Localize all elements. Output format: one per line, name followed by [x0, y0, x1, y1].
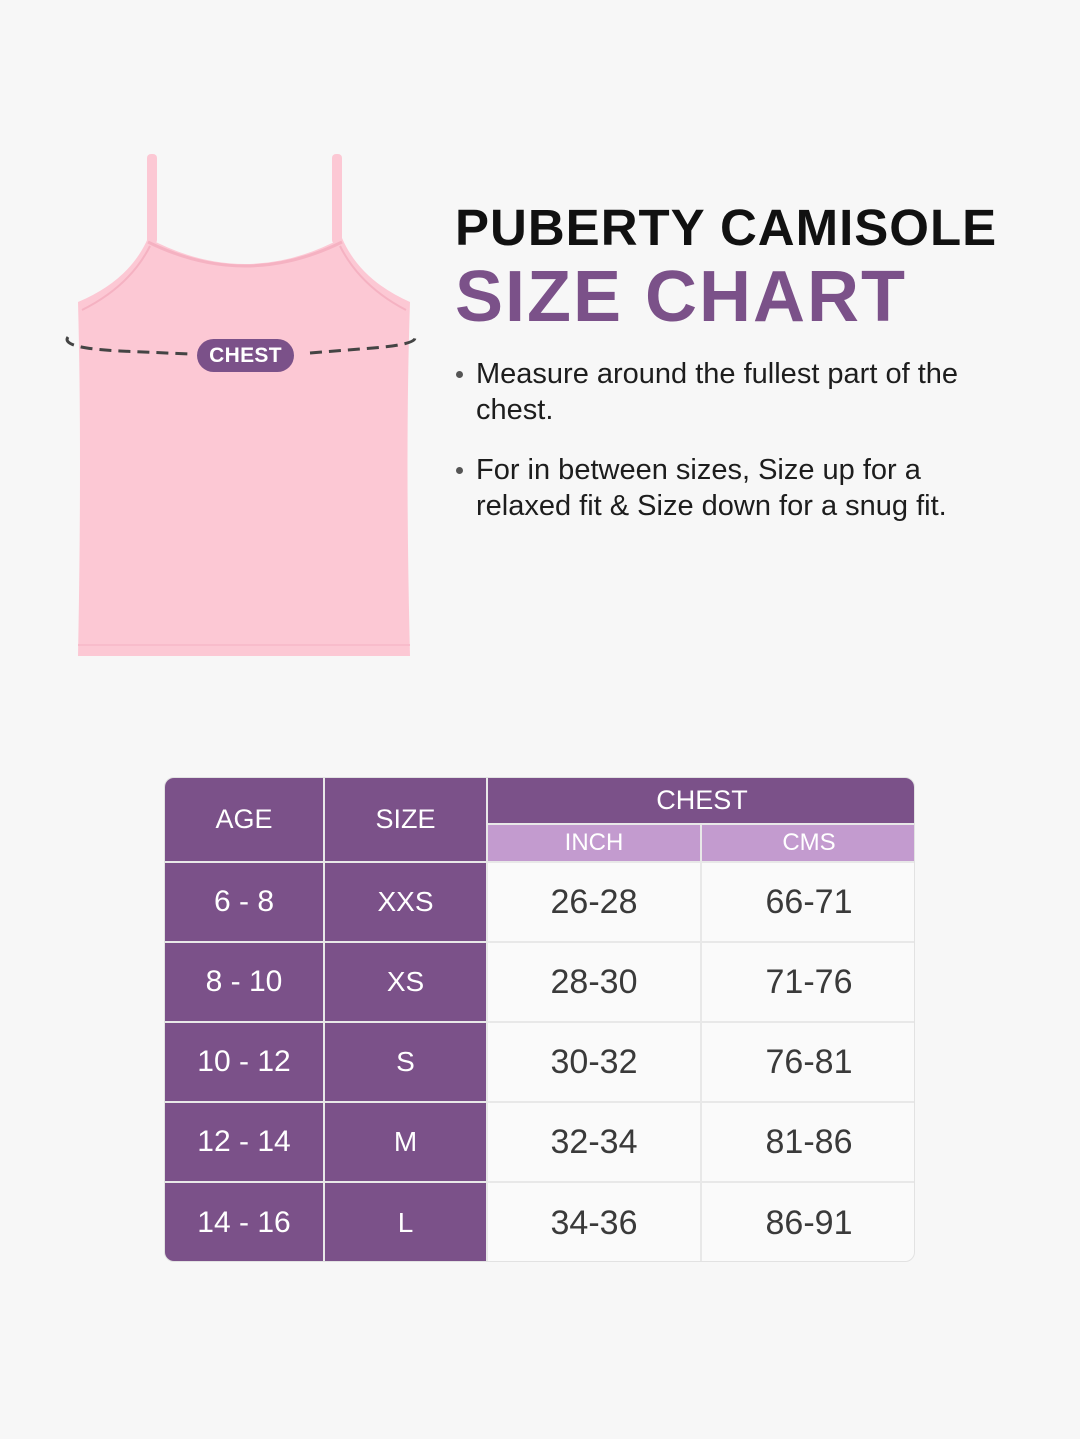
- camisole-body: [78, 238, 410, 656]
- header-chest: CHEST: [488, 778, 915, 823]
- row-cms: 71-76: [702, 943, 915, 1021]
- header-age: AGE: [165, 778, 323, 861]
- row-size: M: [325, 1103, 486, 1181]
- row-cms: 81-86: [702, 1103, 915, 1181]
- header-size: SIZE: [325, 778, 486, 861]
- size-table: [164, 777, 915, 1262]
- row-inch: 30-32: [488, 1023, 700, 1101]
- row-size: XXS: [325, 863, 486, 941]
- camisole-illustration: [60, 150, 420, 662]
- header-cms: CMS: [702, 825, 915, 861]
- row-age: 12 - 14: [165, 1103, 323, 1181]
- tip-item: For in between sizes, Size up for a relaxed fit & Size down for a snug fit.: [455, 452, 995, 524]
- row-cms: 86-91: [702, 1183, 915, 1262]
- row-size: S: [325, 1023, 486, 1101]
- row-size: L: [325, 1183, 486, 1262]
- row-cms: 76-81: [702, 1023, 915, 1101]
- row-age: 14 - 16: [165, 1183, 323, 1262]
- header-inch: INCH: [488, 825, 700, 861]
- row-inch: 34-36: [488, 1183, 700, 1262]
- row-age: 10 - 12: [165, 1023, 323, 1101]
- row-inch: 32-34: [488, 1103, 700, 1181]
- row-cms: 66-71: [702, 863, 915, 941]
- chest-label: CHEST: [197, 339, 294, 372]
- product-title: PUBERTY CAMISOLE: [455, 199, 998, 256]
- page-title: SIZE CHART: [455, 257, 907, 337]
- row-age: 8 - 10: [165, 943, 323, 1021]
- left-strap: [147, 154, 157, 244]
- row-inch: 28-30: [488, 943, 700, 1021]
- row-age: 6 - 8: [165, 863, 323, 941]
- right-strap: [332, 154, 342, 244]
- row-size: XS: [325, 943, 486, 1021]
- tip-item: Measure around the fullest part of the chest.: [455, 356, 995, 428]
- row-inch: 26-28: [488, 863, 700, 941]
- tips-list: [455, 356, 995, 548]
